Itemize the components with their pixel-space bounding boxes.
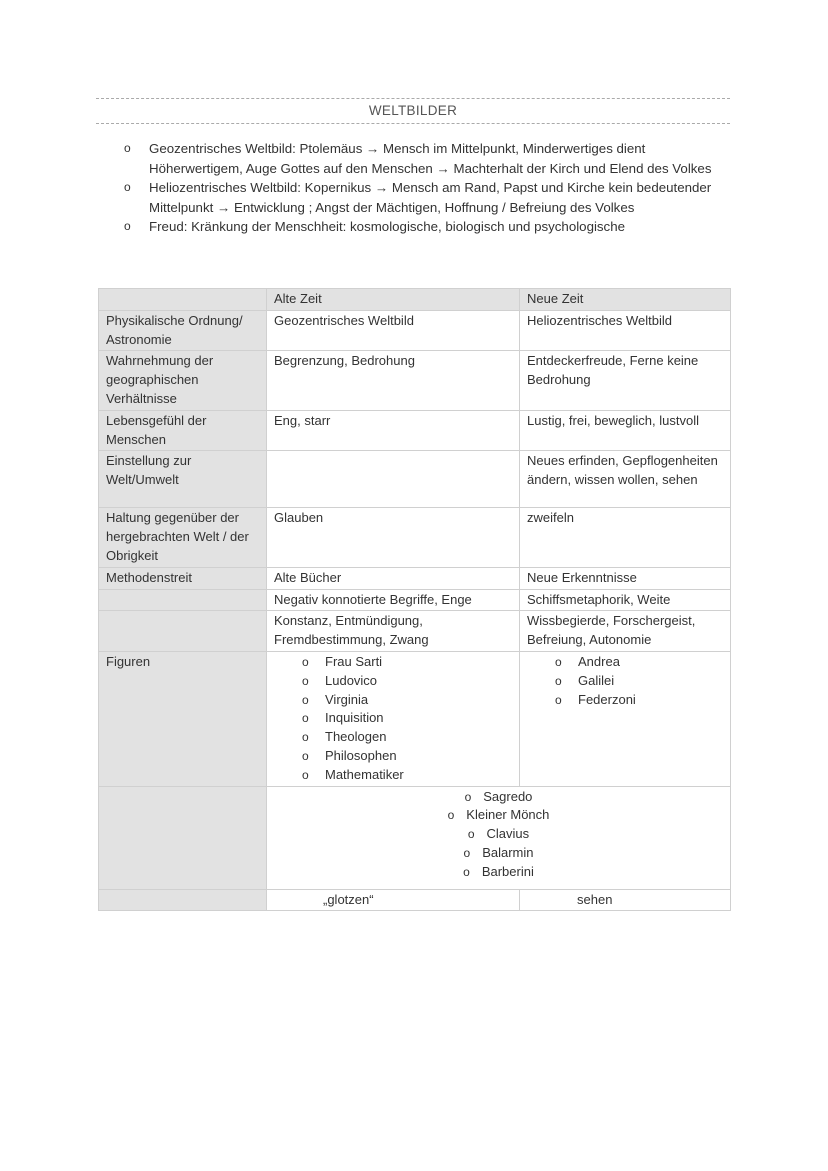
cell-alt: Negativ konnotierte Begriffe, Enge [267,589,520,611]
cell-alt [267,651,520,786]
figuren-both-list [274,788,723,882]
cell-alt: Glauben [267,508,520,567]
table-header-row [99,289,731,311]
list-item: o Frau Sarti [302,653,512,672]
list-item: o Freud: Kränkung der Menschheit: kosmologische, biologisch und psychologische [120,217,720,237]
row-label [99,889,267,911]
page-title: WELTBILDER [368,103,458,118]
table-row [99,451,731,508]
list-item: o Mathematiker [302,766,512,785]
header-cell: Alte Zeit [267,289,520,311]
table-row [99,508,731,567]
table-row-figuren-both [99,786,731,889]
cell-alt: Begrenzung, Bedrohung [267,351,520,410]
cell-neu: Schiffsmetaphorik, Weite [520,589,731,611]
list-item: o Inquisition [302,709,512,728]
list-item: o Clavius [274,825,723,844]
list-item: o Kleiner Mönch [274,806,723,825]
table-row [99,589,731,611]
row-label: Haltung gegenüber der hergebrachten Welt / der Obrigkeit [99,508,267,567]
row-label: Einstellung zur Welt/Umwelt [99,451,267,508]
list-item: o Federzoni [555,691,723,710]
cell-neu: Neue Erkenntnisse [520,567,731,589]
row-label-empty [99,786,267,889]
cell-neu: Heliozentrisches Weltbild [520,310,731,351]
cell-alt: „glotzen“ [267,889,520,911]
cell-both [267,786,731,889]
cell-neu: Lustig, frei, beweglich, lustvoll [520,410,731,451]
list-item: o Galilei [555,672,723,691]
list-item: o Virginia [302,691,512,710]
table-row [99,567,731,589]
cell-neu: Neues erfinden, Gepflogenheiten ändern, wissen wollen, sehen [520,451,731,508]
header-cell: Neue Zeit [520,289,731,311]
comparison-table [98,288,731,911]
table-row [99,611,731,652]
cell-neu: Entdeckerfreude, Ferne keine Bedrohung [520,351,731,410]
figuren-alt-list [274,653,512,785]
table-row-figuren [99,651,731,786]
cell-neu: Wissbegierde, Forschergeist, Befreiung, Autonomie [520,611,731,652]
table-row [99,310,731,351]
cell-alt: Alte Bücher [267,567,520,589]
list-item: o Barberini [274,863,723,882]
cell-alt: Konstanz, Entmündigung, Fremdbestimmung, Zwang [267,611,520,652]
list-item: o Balarmin [274,844,723,863]
list-item: o Geozentrisches Weltbild: Ptolemäus → Mensch im Mittelpunkt, Minderwertiges dient Höherwertigem, Auge Gottes auf den Menschen → Machterhalt der Kirch und Elend des Volkes [120,139,720,178]
list-item: o Andrea [555,653,723,672]
figuren-neu-list [527,653,723,709]
list-item: o Heliozentrisches Weltbild: Kopernikus → Mensch am Rand, Papst und Kirche kein bedeutender Mittelpunkt → Entwicklung ; Angst der Mächtigen, Hoffnung / Befreiung des Volkes [120,178,720,217]
row-label: Physikalische Ordnung/ Astronomie [99,310,267,351]
row-label: Lebensgefühl der Menschen [99,410,267,451]
list-item: o Sagredo [274,788,723,807]
cell-alt: Geozentrisches Weltbild [267,310,520,351]
row-label: Wahrnehmung der geographischen Verhältnisse [99,351,267,410]
cell-alt: Eng, starr [267,410,520,451]
table-row [99,410,731,451]
list-item: o Philosophen [302,747,512,766]
title-divider-top [96,98,730,99]
row-label: Methodenstreit [99,567,267,589]
list-item: o Theologen [302,728,512,747]
cell-alt [267,451,520,508]
title-divider-bottom [96,123,730,124]
header-cell [99,289,267,311]
list-item: o Ludovico [302,672,512,691]
row-label [99,611,267,652]
table-row [99,351,731,410]
row-label [99,589,267,611]
cell-neu: zweifeln [520,508,731,567]
cell-neu [520,651,731,786]
row-label: Figuren [99,651,267,786]
cell-neu: sehen [520,889,731,911]
summary-list [120,139,720,237]
table-row [99,889,731,911]
